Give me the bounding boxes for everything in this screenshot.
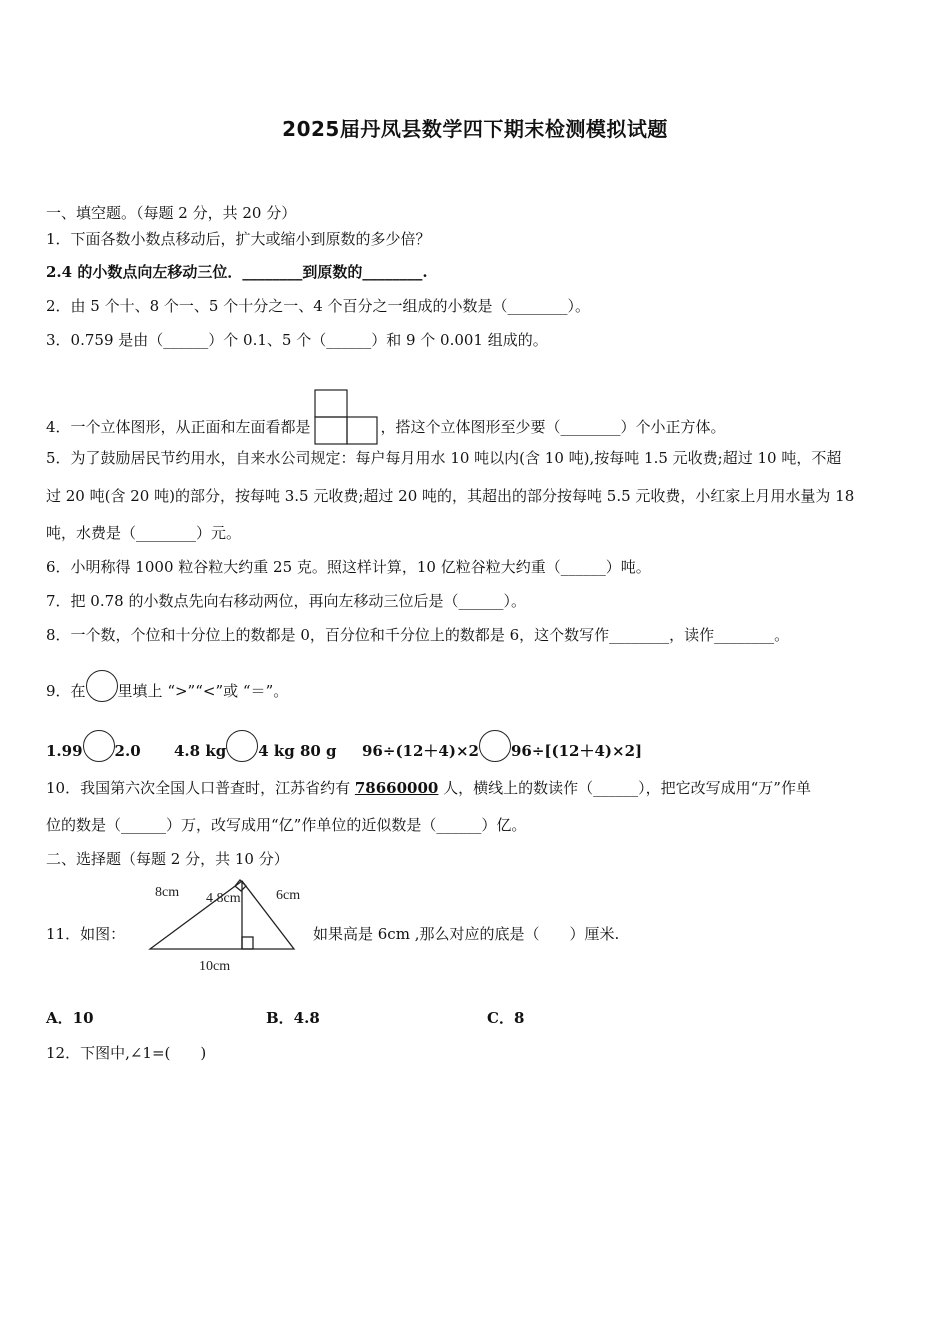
question-4-before: 4．一个立体图形，从正面和左面看都是 <box>46 418 311 436</box>
question-3: 3．0.759 是由（______）个 0.1、5 个（______）和 9 个 0.001 组成的。 <box>46 331 548 349</box>
label-height: 4.8cm <box>206 891 241 906</box>
question-4-after: ，搭这个立体图形至少要（________）个小正方体。 <box>380 418 726 436</box>
label-right-side: 6cm <box>276 888 301 903</box>
question-5-line-1: 5．为了鼓励居民节约用水，自来水公司规定：每户每月用水 10 吨以内(含 10 吨),按每吨 1.5 元收费;超过 10 吨，不超 <box>46 449 842 467</box>
compare-item-3-right: 96÷[(12＋4)×2] <box>510 742 643 760</box>
compare-item-2 <box>174 730 337 762</box>
question-11-label: 11．如图： <box>46 925 126 943</box>
option-a[interactable]: A．10 <box>46 1009 94 1027</box>
page-title: 2025届丹凤县数学四下期末检测模拟试题 <box>282 117 668 141</box>
question-9-after: 里填上 “>”“<”或 “＝”。 <box>117 682 289 700</box>
compare-circle-1-icon[interactable] <box>83 730 115 762</box>
question-9 <box>46 670 288 702</box>
question-9-before: 9．在 <box>46 682 86 700</box>
section-1-heading: 一、填空题。（每题 2 分，共 20 分） <box>46 204 297 222</box>
label-base: 10cm <box>199 959 231 974</box>
cube-bottom-left-square <box>315 417 347 444</box>
compare-item-1-left: 1.99 <box>46 742 83 760</box>
question-5-line-3: 吨，水费是（________）元。 <box>46 524 242 542</box>
question-10-part1: 10．我国第六次全国人口普查时，江苏省约有 <box>46 779 355 797</box>
question-10-part2: 人，横线上的数读作（______），把它改写成用“万”作单 <box>438 779 811 797</box>
cube-view-figure <box>313 388 379 446</box>
question-5-line-2: 过 20 吨(含 20 吨)的部分，按每吨 3.5 元收费;超过 20 吨的，其超出的部分按每吨 5.5 元收费，小红家上月用水量为 18 <box>46 487 855 505</box>
compare-circle-icon[interactable] <box>86 670 118 702</box>
compare-item-1-right: 2.0 <box>114 742 141 760</box>
compare-item-3-left: 96÷(12＋4)×2 <box>362 742 479 760</box>
question-10-number: 78660000 <box>354 779 439 797</box>
question-10-line-2: 位的数是（______）万，改写成用“亿”作单位的近似数是（______）亿。 <box>46 816 527 834</box>
section-2-heading: 二、选择题（每题 2 分，共 10 分） <box>46 850 289 868</box>
question-1: 1．下面各数小数点移动后，扩大或缩小到原数的多少倍？ <box>46 230 431 248</box>
question-1-sub: 2.4 的小数点向左移动三位．________到原数的________. <box>46 263 428 281</box>
question-8: 8．一个数，个位和十分位上的数都是 0，百分位和千分位上的数都是 6，这个数写作________，读作________。 <box>46 626 790 644</box>
right-angle-mark <box>242 937 253 949</box>
compare-circle-2-icon[interactable] <box>226 730 258 762</box>
question-11-text: 如果高是 6cm ,那么对应的底是（ ）厘米. <box>313 925 620 943</box>
compare-item-2-right: 4 kg 80 g <box>258 742 337 760</box>
question-6: 6．小明称得 1000 粒谷粒大约重 25 克。照这样计算，10 亿粒谷粒大约重（______）吨。 <box>46 558 651 576</box>
option-b[interactable]: B．4.8 <box>266 1009 320 1027</box>
cube-bottom-right-square <box>347 417 377 444</box>
question-7: 7．把 0.78 的小数点先向右移动两位，再向左移动三位后是（______）。 <box>46 592 526 610</box>
question-4 <box>46 388 726 446</box>
cube-top-square <box>315 390 347 417</box>
label-left-side: 8cm <box>155 885 180 900</box>
question-2: 2．由 5 个十、8 个一、5 个十分之一、4 个百分之一组成的小数是（________）。 <box>46 297 591 315</box>
compare-item-1 <box>46 730 141 762</box>
question-12: 12．下图中,∠1=( ) <box>46 1044 207 1062</box>
option-c[interactable]: C．8 <box>487 1009 525 1027</box>
question-10-line-1 <box>46 777 811 798</box>
compare-circle-3-icon[interactable] <box>479 730 511 762</box>
triangle-figure <box>145 877 315 977</box>
compare-item-2-left: 4.8 kg <box>174 742 227 760</box>
compare-item-3 <box>362 730 642 762</box>
